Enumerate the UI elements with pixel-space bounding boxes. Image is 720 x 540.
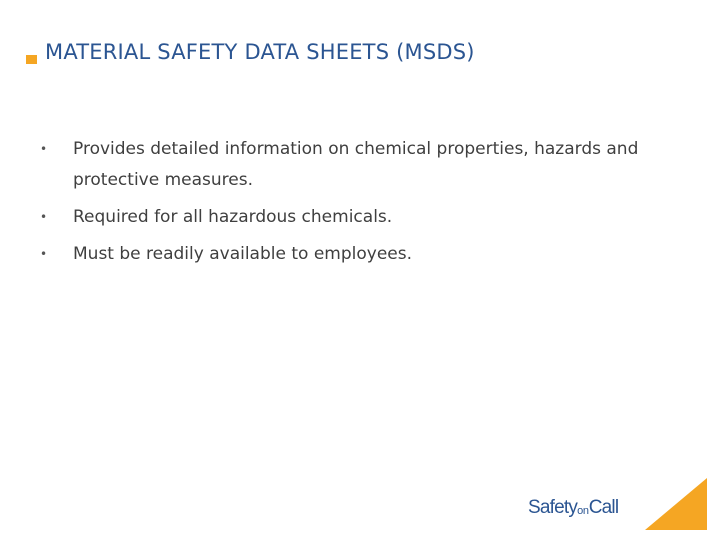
bullet-item: [40, 134, 690, 196]
orange-square-icon: [26, 55, 37, 64]
safety-on-call-logo: [528, 497, 618, 519]
bullet-text: Must be readily available to employees.: [73, 244, 412, 264]
bullet-item: [40, 202, 690, 233]
orange-triangle-icon: [645, 478, 707, 530]
bullet-icon: •: [40, 210, 48, 224]
slide-title: MATERIAL SAFETY DATA SHEETS (MSDS): [45, 40, 475, 64]
logo-text-safety: Safety: [528, 497, 578, 518]
bullet-icon: •: [40, 142, 48, 156]
bullet-icon: •: [40, 247, 48, 261]
logo-text-on: on: [577, 505, 589, 517]
bullet-item: [40, 239, 690, 270]
bullet-list: [40, 134, 690, 276]
bullet-text: Required for all hazardous chemicals.: [73, 207, 393, 227]
bullet-text: Provides detailed information on chemical properties, hazards and protective measures.: [73, 139, 639, 190]
logo-text-call: Call: [588, 497, 619, 518]
